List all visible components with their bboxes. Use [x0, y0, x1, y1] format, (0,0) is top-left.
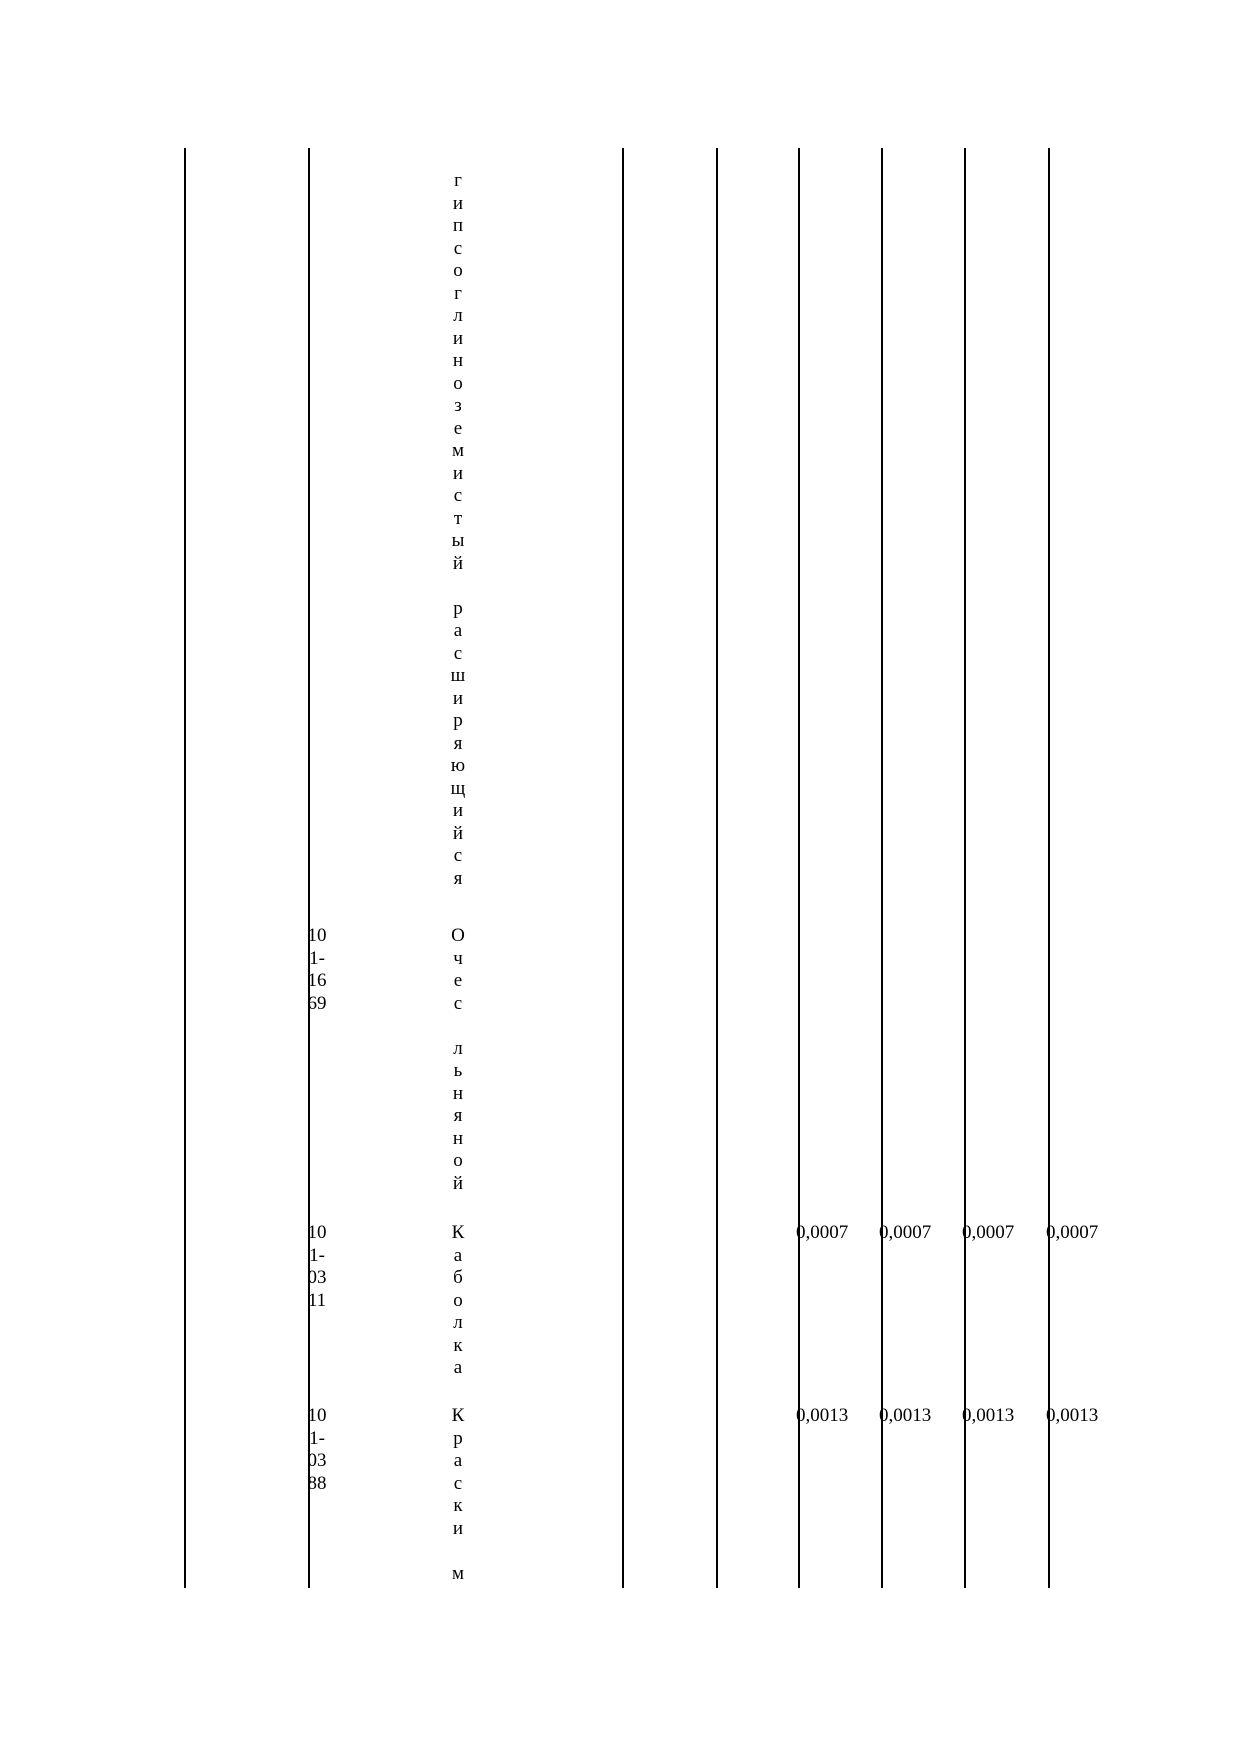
row-2-name: О ч е с л ь н я н о й	[451, 925, 465, 1194]
row-1-name: г и п с о г л и н о з е м и с т ы й р а с ш и р я ю щ и й с я	[450, 170, 466, 889]
row-4-value-4: 0,0013	[1046, 1405, 1099, 1426]
table-rule-1	[184, 148, 186, 1588]
row-4-value-3: 0,0013	[962, 1405, 1015, 1426]
row-3-value-2: 0,0007	[879, 1222, 932, 1243]
table-rule-6	[881, 148, 883, 1588]
row-4-value-2: 0,0013	[879, 1405, 932, 1426]
row-3-code: 10 1- 03 11	[307, 1222, 327, 1311]
table-rule-7	[964, 148, 966, 1588]
table-rule-2	[308, 148, 310, 1588]
row-3-name: К а б о л к а	[451, 1222, 465, 1378]
row-3-value-4: 0,0007	[1046, 1222, 1099, 1243]
table-rule-5	[798, 148, 800, 1588]
row-3-value-3: 0,0007	[962, 1222, 1015, 1243]
row-4-name: К р а с к и м	[451, 1405, 465, 1584]
row-4-value-1: 0,0013	[796, 1405, 849, 1426]
table-rule-4	[716, 148, 718, 1588]
row-3-value-1: 0,0007	[796, 1222, 849, 1243]
table-rule-8	[1048, 148, 1050, 1588]
row-2-code: 10 1- 16 69	[307, 925, 327, 1014]
row-4-code: 10 1- 03 88	[307, 1405, 327, 1494]
table-rule-3	[622, 148, 624, 1588]
